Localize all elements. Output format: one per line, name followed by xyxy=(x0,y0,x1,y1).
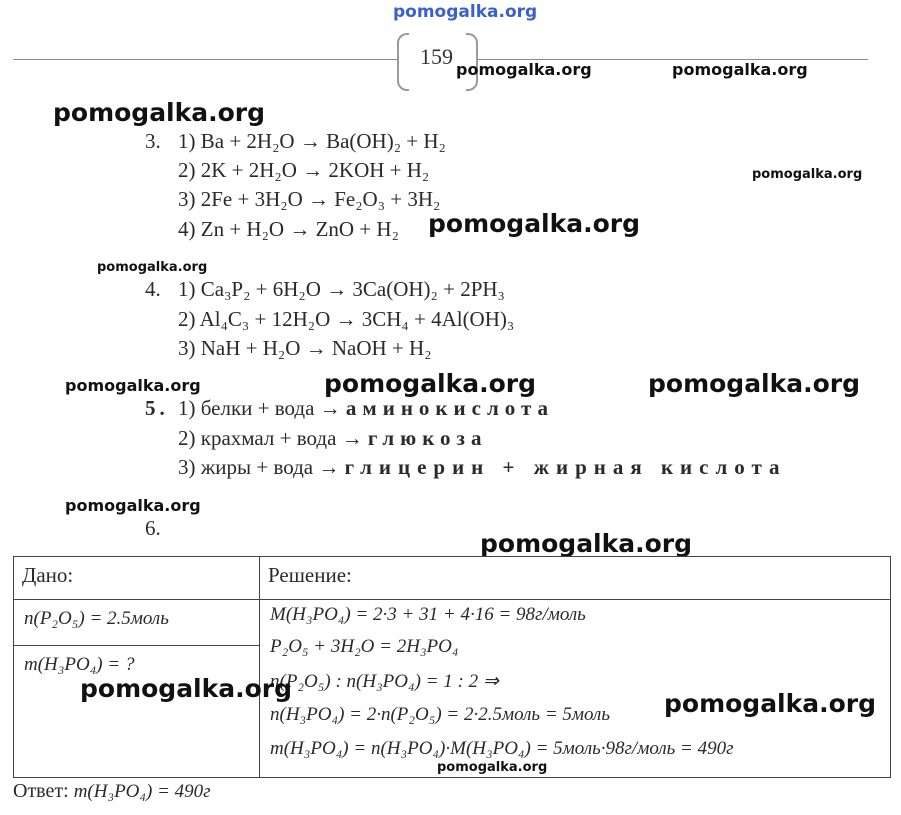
hydrolysis-line xyxy=(178,396,554,421)
watermark: pomogalka.org xyxy=(672,60,808,79)
header-rule-left xyxy=(13,59,399,60)
answer-label: Ответ: xyxy=(13,780,69,802)
reactants: 3) жиры + вода → xyxy=(178,455,340,479)
solution-table xyxy=(13,556,891,778)
solution-step: n(H₃PO₄) = 2·n(P₂O₅) = 2·2.5моль = 5моль xyxy=(270,704,610,725)
task-number: 6. xyxy=(145,516,161,540)
equation-line: 2) 2K + 2H₂O → 2KOH + H₂ xyxy=(178,158,430,182)
solution-header-cell xyxy=(260,557,891,600)
task-number: 5. xyxy=(145,396,169,420)
watermark: pomogalka.org xyxy=(437,760,548,775)
watermark: pomogalka.org xyxy=(456,60,592,79)
solution-step: P₂O₅ + 3H₂O = 2H₃PO₄ xyxy=(270,636,459,657)
solution-step: m(H₃PO₄) = n(H₃PO₄)·M(H₃PO₄) = 5моль·98г/моль = 490г xyxy=(270,738,734,759)
given-value: n(P₂O₅) = 2.5моль xyxy=(14,600,259,646)
task-number: 3. xyxy=(145,129,161,153)
watermark: pomogalka.org xyxy=(97,260,208,275)
site-link-top[interactable]: pomogalka.org xyxy=(393,2,538,22)
product: глицерин + жирная кислота xyxy=(344,455,787,479)
watermark: pomogalka.org xyxy=(65,496,201,515)
page-number: 159 xyxy=(420,44,453,69)
given-header-cell xyxy=(14,557,260,600)
equation-line: 3) 2Fe + 3H₂O → Fe₂O₃ + 3H₂ xyxy=(178,187,441,211)
answer xyxy=(13,780,211,803)
watermark: pomogalka.org xyxy=(664,689,877,718)
product: глюкоза xyxy=(367,426,488,450)
solution-step: M(H₃PO₄) = 2·3 + 31 + 4·16 = 98г/моль xyxy=(270,604,586,625)
equation-line: 4) Zn + H₂O → ZnO + H₂ xyxy=(178,217,399,241)
equation-line: 3) NaH + H₂O → NaOH + H₂ xyxy=(178,336,432,360)
watermark: pomogalka.org xyxy=(53,98,266,127)
reactants: 1) белки + вода → xyxy=(178,396,341,420)
watermark: pomogalka.org xyxy=(428,209,641,238)
watermark: pomogalka.org xyxy=(752,167,863,182)
watermark: pomogalka.org xyxy=(65,376,201,395)
equation-line: 2) Al₄C₃ + 12H₂O → 3CH₄ + 4Al(OH)₃ xyxy=(178,307,515,331)
task-number: 4. xyxy=(145,277,161,301)
hydrolysis-line xyxy=(178,426,487,451)
watermark: pomogalka.org xyxy=(80,674,293,703)
equation-line: 1) Ca₃P₂ + 6H₂O → 3Ca(OH)₂ + 2PH₃ xyxy=(178,277,505,301)
page-number-bracket-left xyxy=(397,33,409,91)
solution-step: n(P₂O₅) : n(H₃PO₄) = 1 : 2 ⇒ xyxy=(270,671,499,692)
reactants: 2) крахмал + вода → xyxy=(178,426,363,450)
watermark: pomogalka.org xyxy=(324,369,537,398)
product: аминокислота xyxy=(345,396,555,420)
answer-value: m(H₃PO₄) = 490г xyxy=(73,781,211,802)
given-unknown: m(H₃PO₄) = ? xyxy=(24,654,135,675)
given-header: Дано: xyxy=(22,563,74,587)
watermark: pomogalka.org xyxy=(648,369,861,398)
solution-body xyxy=(260,600,890,776)
equation-line: 1) Ba + 2H₂O → Ba(OH)₂ + H₂ xyxy=(178,129,446,153)
solution-header: Решение: xyxy=(268,563,352,587)
watermark: pomogalka.org xyxy=(480,529,693,558)
hydrolysis-line xyxy=(178,455,787,480)
